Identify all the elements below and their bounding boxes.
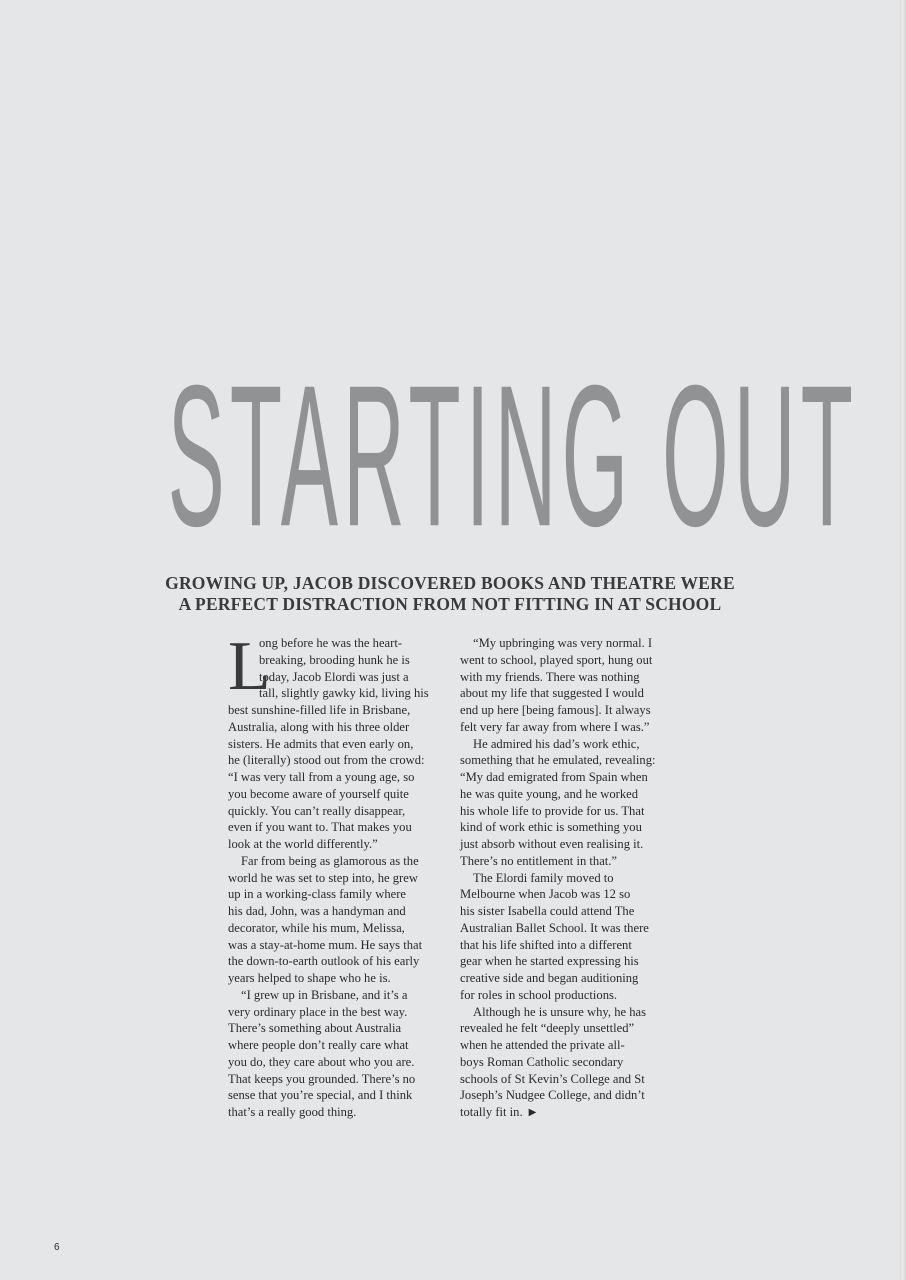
text-line: The Elordi family moved to — [473, 870, 614, 885]
text-line: tall, slightly gawky kid, living his — [259, 686, 429, 701]
text-line: world he was set to step into, he grew — [228, 870, 418, 885]
text-line: best sunshine-filled life in Brisbane, — [228, 703, 411, 717]
text-line: Joseph’s Nudgee College, and didn’t — [460, 1088, 645, 1103]
subheadline-line-2: A PERFECT DISTRACTION FROM NOT FITTING IN AT SCHOOL — [178, 594, 722, 614]
text-line: That keeps you grounded. There’s no — [228, 1071, 416, 1086]
text-line: that’s a really good thing. — [228, 1105, 357, 1119]
continue-arrow-icon: ▶ — [528, 1107, 537, 1118]
text-line: “I grew up in Brisbane, and it’s a — [241, 987, 408, 1002]
text-line: Melbourne when Jacob was 12 so — [460, 887, 631, 902]
text-line: ong before he was the heart- — [259, 636, 403, 650]
drop-cap: L — [228, 628, 271, 705]
text-line: sisters. He admits that even early on, — [228, 736, 414, 751]
text-line: you become aware of yourself quite — [228, 786, 409, 801]
text-line: even if you want to. That makes you — [228, 820, 412, 835]
text-line: Although he is unsure why, he has — [473, 1004, 647, 1019]
text-line: Far from being as glamorous as the — [241, 853, 419, 868]
text-line: Australia, along with his three older — [228, 719, 410, 734]
text-line: There’s something about Australia — [228, 1021, 402, 1036]
text-line: decorator, while his mum, Melissa, — [228, 920, 405, 935]
text-line: his sister Isabella could attend The — [460, 904, 635, 918]
text-line-last — [460, 1104, 678, 1123]
text-line: very ordinary place in the best way. — [228, 1004, 408, 1019]
text-line: was a stay-at-home mum. He says that — [228, 937, 423, 952]
text-line: “My dad emigrated from Spain when — [460, 770, 648, 784]
text-line: his whole life to provide for us. That — [460, 803, 645, 818]
article-subheadline — [150, 573, 750, 615]
text-line: boys Roman Catholic secondary — [460, 1054, 624, 1069]
text-line: breaking, brooding hunk he is — [259, 652, 410, 667]
text-line: today, Jacob Elordi was just a — [259, 669, 409, 684]
text-line: the down-to-earth outlook of his early — [228, 954, 420, 969]
text-line: quickly. You can’t really disappear, — [228, 803, 406, 818]
text-line: for roles in school productions. — [460, 987, 618, 1002]
text-line: “I was very tall from a young age, so — [228, 770, 415, 784]
text-line: He admired his dad’s work ethic, — [473, 736, 640, 751]
text-line: years helped to shape who he is. — [228, 971, 391, 985]
text-line-last-content: totally fit in. — [460, 1105, 523, 1119]
text-line: he was quite young, and he worked — [460, 786, 639, 801]
text-line: creative side and began auditioning — [460, 971, 639, 985]
text-line: felt very far away from where I was.” — [460, 719, 650, 734]
text-line: his dad, John, was a handyman and — [228, 904, 406, 918]
text-line: with my friends. There was nothing — [460, 669, 640, 684]
text-line: where people don’t really care what — [228, 1038, 409, 1052]
text-line: went to school, played sport, hung out — [460, 652, 653, 667]
text-line: Australian Ballet School. It was there — [460, 920, 649, 935]
text-line: schools of St Kevin’s College and St — [460, 1071, 645, 1086]
page-number: 6 — [54, 1242, 60, 1253]
page-edge — [900, 0, 906, 1280]
body-column-left — [228, 628, 443, 1121]
text-line: he (literally) stood out from the crowd: — [228, 753, 425, 768]
subheadline-line-1: GROWING UP, JACOB DISCOVERED BOOKS AND THEATRE WERE — [165, 573, 735, 593]
text-line: “My upbringing was very normal. I — [473, 636, 653, 650]
text-line: end up here [being famous]. It always — [460, 703, 651, 717]
text-line: There’s no entitlement in that.” — [460, 853, 618, 868]
text-line: when he attended the private all- — [460, 1038, 625, 1052]
text-line: revealed he felt “deeply unsettled” — [460, 1021, 635, 1036]
text-line: up in a working-class family where — [228, 887, 407, 902]
text-line: you do, they care about who you are. — [228, 1054, 415, 1069]
text-line: look at the world differently.” — [228, 837, 378, 851]
text-line: kind of work ethic is something you — [460, 820, 642, 835]
text-line: about my life that suggested I would — [460, 686, 644, 701]
text-line: sense that you’re special, and I think — [228, 1088, 413, 1103]
body-column-right — [460, 635, 678, 1123]
text-line: something that he emulated, revealing: — [460, 753, 656, 768]
text-line: that his life shifted into a different — [460, 937, 632, 952]
article-headline: STARTING OUT — [167, 343, 859, 569]
text-line: just absorb without even realising it. — [460, 837, 644, 851]
text-line: gear when he started expressing his — [460, 954, 639, 969]
